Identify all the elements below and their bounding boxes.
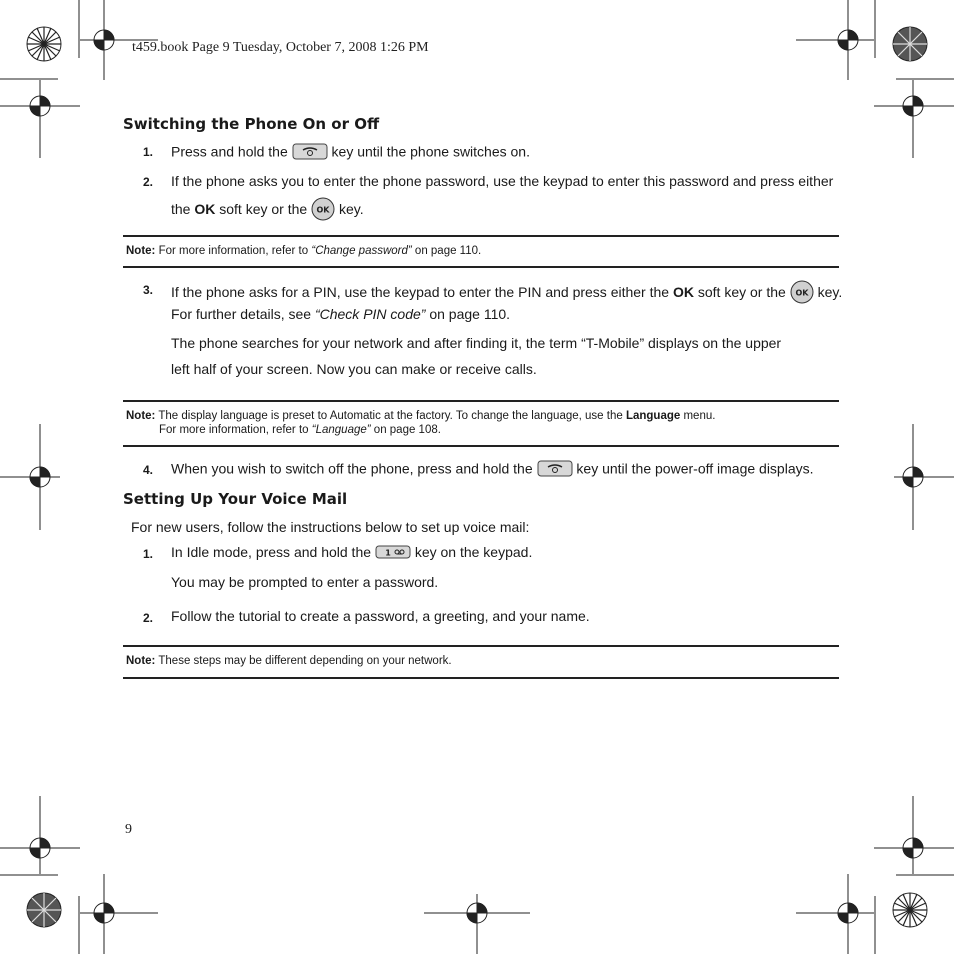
ok-key-icon <box>311 197 335 224</box>
note-label: Note: <box>126 245 156 257</box>
change-password-reference: “Change password” <box>311 245 412 257</box>
crosshair-target <box>838 903 858 923</box>
crosshair-target <box>30 467 50 487</box>
note-text-post: on page 108. <box>373 424 441 436</box>
network-search-paragraph-line2: left half of your screen. Now you can make or receive calls. <box>171 361 537 377</box>
step-number: 1. <box>143 547 154 561</box>
voice-mail-step-2-text: Follow the tutorial to create a password, a greeting, and your name. <box>171 608 590 624</box>
network-search-paragraph-line1: The phone searches for your network and after finding it, the term “T-Mobile” displays on the upper <box>171 335 782 351</box>
crosshair-target <box>30 96 50 116</box>
note-text-post: menu. <box>683 410 716 422</box>
step-number: 3. <box>143 283 154 297</box>
note-label: Note: <box>126 410 156 422</box>
crosshair-target <box>903 467 923 487</box>
step-number: 1. <box>143 145 154 159</box>
note-text-line1 <box>126 410 715 422</box>
note-text-line2 <box>159 424 441 436</box>
note-box-network <box>123 645 839 679</box>
step-text-pre: If the phone asks for a PIN, use the keypad to enter the PIN and press either the <box>171 284 670 301</box>
step-number: 2. <box>143 611 154 625</box>
step-3-line1 <box>171 280 842 307</box>
star-target <box>893 27 927 61</box>
step-text-mid: soft key or the <box>219 201 308 218</box>
crosshair-target <box>94 903 114 923</box>
ok-key-label: OK <box>795 288 809 298</box>
note-text-pre: The display language is preset to Automatic at the factory. To change the language, use the <box>158 410 623 422</box>
step-text-pre: Press and hold the <box>171 143 288 160</box>
step-text-pre: For further details, see <box>171 306 312 322</box>
step-text-pre: the <box>171 201 191 218</box>
step-text-post: key. <box>338 201 364 218</box>
step-text-post: key until the phone switches on. <box>331 143 530 160</box>
note-text-post: on page 110. <box>414 245 482 257</box>
power-end-key-icon <box>292 143 328 163</box>
crosshair-target <box>903 838 923 858</box>
step-4-text <box>171 460 814 480</box>
crosshair-target <box>467 903 487 923</box>
language-reference: “Language” <box>311 424 371 436</box>
file-info-header: t459.book Page 9 Tuesday, October 7, 2008 1:26 PM <box>132 40 429 55</box>
section-heading-voice-mail: Setting Up Your Voice Mail <box>123 490 348 508</box>
page-number: 9 <box>125 822 132 837</box>
star-target <box>27 893 61 927</box>
check-pin-code-reference: “Check PIN code” <box>314 306 426 322</box>
one-key-label: 1 <box>385 548 391 558</box>
note-label: Note: <box>126 655 156 667</box>
note-text-pre: For more information, refer to <box>159 424 309 436</box>
voicemail-1-key-icon <box>375 545 411 562</box>
note-text <box>126 655 452 667</box>
voice-mail-intro: For new users, follow the instructions below to set up voice mail: <box>131 519 530 535</box>
ok-softkey-label: OK <box>672 284 694 301</box>
voice-mail-step-1-text <box>171 544 532 562</box>
password-prompt-text: You may be prompted to enter a password. <box>171 574 439 590</box>
power-end-key-icon <box>537 460 573 480</box>
step-text-post: key. <box>817 284 843 301</box>
ok-key-icon <box>790 280 814 307</box>
note-text-pre: For more information, refer to <box>158 245 309 257</box>
crosshair-target <box>30 838 50 858</box>
step-text-mid: soft key or the <box>697 284 786 301</box>
step-text-post: key until the power-off image displays. <box>576 460 814 477</box>
step-number: 4. <box>143 463 154 477</box>
step-text-post: key on the keypad. <box>414 544 533 560</box>
language-menu-label: Language <box>625 410 681 422</box>
star-target <box>893 893 927 927</box>
ok-softkey-label: OK <box>194 201 216 218</box>
crosshair-target <box>838 30 858 50</box>
crosshair-target <box>94 30 114 50</box>
note-box-language <box>123 400 839 447</box>
step-2-line2 <box>171 197 364 224</box>
step-number: 2. <box>143 175 154 189</box>
note-text <box>126 245 481 257</box>
star-target <box>27 27 61 61</box>
step-text-pre: When you wish to switch off the phone, press and hold the <box>171 460 533 477</box>
crosshair-target <box>903 96 923 116</box>
section-heading-switching-phone: Switching the Phone On or Off <box>123 115 380 133</box>
ok-key-label: OK <box>316 205 330 215</box>
step-3-line2 <box>171 306 510 322</box>
step-text-pre: In Idle mode, press and hold the <box>171 544 372 560</box>
step-text-post: on page 110. <box>429 306 511 322</box>
step-2-line1: If the phone asks you to enter the phone password, use the keypad to enter this password and press either <box>171 173 834 189</box>
note-text-body: These steps may be different depending on your network. <box>158 655 452 667</box>
note-box-change-password <box>123 235 839 268</box>
step-1-text <box>171 143 530 163</box>
